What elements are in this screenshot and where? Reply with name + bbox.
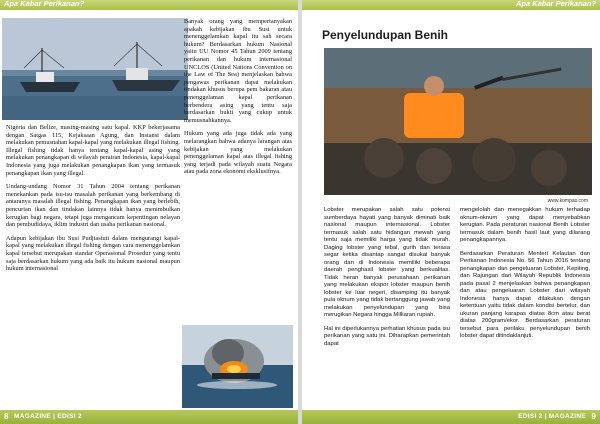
right-column-1 [324,207,450,354]
left-footer-bar [0,410,298,424]
right-col2-paragraph: Berdasarkan Peraturan Menteri Kelautan dan Perikanan Indonesia No. 56 Tahun 2016 tentang penangkapan dan pengeluaran Lobster, Kepiting, dan Rajungan dari Wilayah Republik Indonesia pada pasal 2 menjelaskan bahwa penangkapan dan atau pengeluaran Lobster dari wilayah Indonesia hanya dapat dilakukan dengan ketentuan yaitu tidak dalam kondisi bertelur, dan ukuran panjang karapas diatas 8cm atau berat diatas 200gram/ekor. Berdasarkan peraturan tersebut para perilaku penyelundupan benih lobster dapat ditindaklanjuti. [460,250,590,339]
left-column-1 [6,124,180,279]
left-magazine-label: MAGAZINE | EDISI 2 [14,413,82,420]
right-footer-bar [302,410,600,424]
left-col2-paragraph: Banyak orang yang mempertanyakan apakah kebijakan ibu Susi untuk menenggelamkan kapal itu sah secara hukum? Berdasarkan hukum Nasional yaitu UU Nomor 45 Tahun 2009 tentang perikanan dan hukum internasional UNCLOS (United Nations Convention on the Law of The Sea) menjelaskan bahwa pengawas perikanan dapat melakukan tindakan khusus berupa pem bakaran atau penenggelaman kapal perikanan berbendera asing yang tentu saja berdasarkan bukti yang cukup untuk memusnahkannya. [184,18,292,124]
right-col1-paragraph: Lobster merupakan salah satu potensi sumberdaya hayati yang banyak diminati baik nasional maupun internasional. Lobster termasuk salah satu hidangan mewah yang tentu saja memiliki harga yang tidak murah. Daging lobster yang tebal, gurih dan terasa segar ketika disantap sangat disukai banyak orang dan di Indonesia memiliki beberapa daerah penghasil lobster yang berkualitas. Tidak heran banyak perusahaan perikanan yang melakukan ekspor lobster maupun benih lobster ke luar negeri, disamping itu banyak pula oknum yang tidak bertanggung jawab yang melakukan penyelundupan yang bisa merugikan Negara hingga Milliaran rupiah. [324,207,450,318]
left-column-2 [184,18,292,182]
left-page [0,0,298,424]
left-page-number: 8 [4,412,9,421]
right-magazine-label: EDISI 2 | MAGAZINE [518,413,586,420]
left-header-bar [0,0,298,10]
left-col1-paragraph: Adapun kebijakan ibu Susi Pudjiastuti dalam mengurangi kapal-kapal yang melakukan illegal fishing dengan cara menenggelamkan kapal tersebut merupakan standar Operasional Prosedur yang tentu saja berdasarkan hukum yang ada baik itu hukum nasional maupun hukum internasional [6,234,180,273]
right-header-bar [302,0,600,10]
left-col2-paragraph: Hukum yang ada juga tidak ada yang melarangkan bahwa adanya larangan atas kebijakan yang melakukan penenggelaman kapal atas illegal fishing yang terjadi pada wilayah suatu Negara atau pada zona ekonomi eksklusifnya. [184,130,292,176]
photo-credit: www.kompas.com [547,198,588,204]
right-page [302,0,600,424]
left-col1-paragraph: Nigeria dan Belize, masing-masing satu kapal. KKP bekerjasama dengan Satgas 115, Kejaksaan Agung, dan Instansi dalam melakukan pemusnahan kapal-kapal yang melakukan illegal fishing. Illegal fishing tidak hanya tentang kapal-kapal asing yang melakukan penangkapan di wilayah perairan Indonesia, kapal-kapal Indonesia yang juga melakukan penangkapan ikan yang termasuk penangkapan ikan yang illegal. [6,124,180,177]
right-col2-paragraph: mengelolah dan menegakkan hukum terhadap oknum-oknum yang dapat menyebabkan kerugian. Pada peraturan nasional Benih Lobster termasuk dalam benih hasil laut yang dilarang penangkapannya. [460,207,590,243]
left-kicker: Apa Kabar Perikanan? [4,0,85,8]
lobster-seed-photo [324,48,592,195]
ship-explosion-photo [182,325,293,408]
right-col1-paragraph: Hal ini diperlukannya perhatian khusus pada isu perikanan yang satu ini. Diharapkan pemerintah dapat [324,325,450,347]
left-col1-paragraph: Undang-undang Nomor 31 Tahun 2004 tentang perikanan menekankan pada isu-isu masalah perikanan yang berkembang di antaranya masalah illegal fishing. Penangkapan ikan yang berlebih, pencurian ikan dan tindakan lainnya tidak hanya menimbulkan kerugian bagi negara, tetapi juga mengancam kepentingan nelayan dan pembudidaya, iklim industri dan usaha perikanan nasional. [6,183,180,229]
fishing-boats-photo [2,18,188,120]
article-headline: Penyelundupan Benih [322,28,449,42]
right-kicker: Apa Kabar Perikanan? [515,0,596,8]
right-page-number: 9 [591,412,596,421]
right-column-2 [460,207,590,347]
